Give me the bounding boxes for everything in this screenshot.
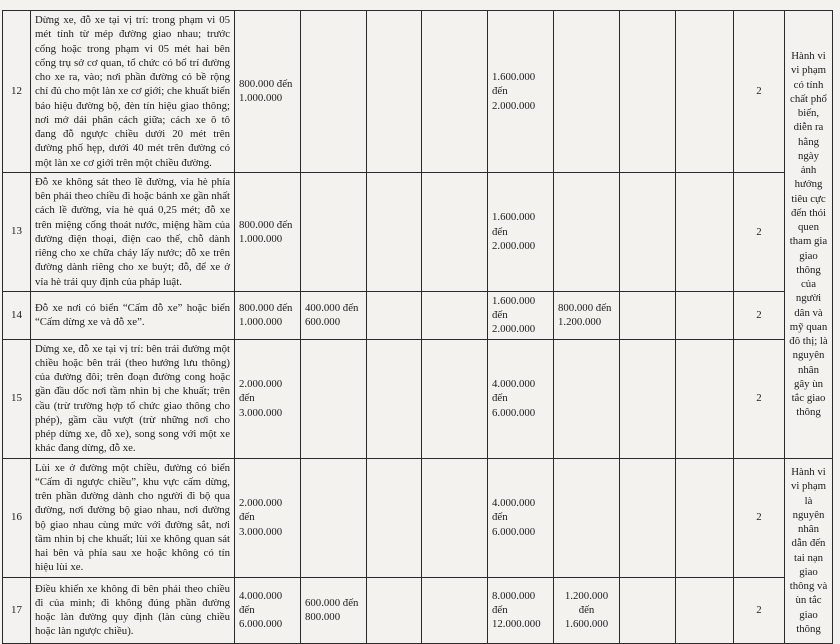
penalty-table bbox=[2, 10, 833, 644]
fine-amount: 2.000.000 đến 3.000.000 bbox=[235, 339, 301, 458]
violation-description: Đỗ xe không sát theo lề đường, vỉa hè phía bên phải theo chiều đi hoặc bánh xe gần nhất cách lề đường, vỉa hè quá 0,25 mét; đỗ xe trên miệng cống thoát nước, miệng hầm của đường điện thoại, điện cao thế, chỗ dành riêng cho xe chữa cháy lấy nước; đỗ xe trên đường dành riêng cho xe buýt; đỗ, để xe ở vỉa hè trái quy định của pháp luật. bbox=[31, 172, 235, 291]
empty-cell bbox=[676, 11, 734, 173]
table-row bbox=[3, 172, 833, 291]
empty-cell bbox=[367, 339, 422, 458]
empty-cell bbox=[367, 458, 422, 577]
penalty-points: 2 bbox=[734, 291, 785, 339]
empty-cell bbox=[367, 11, 422, 173]
fine-amount: 8.000.000 đến 12.000.000 bbox=[488, 577, 554, 643]
penalty-points: 2 bbox=[734, 458, 785, 577]
fine-amount: 1.200.000 đến 1.600.000 bbox=[554, 577, 620, 643]
violation-description: Điều khiển xe không đi bên phải theo chiều đi của mình; đi không đúng phần đường hoặc làn đường quy định (làn cùng chiều hoặc làn ngược chiều). bbox=[31, 577, 235, 643]
row-number: 12 bbox=[3, 11, 31, 173]
empty-cell bbox=[676, 458, 734, 577]
empty-cell bbox=[367, 577, 422, 643]
penalty-points: 2 bbox=[734, 172, 785, 291]
empty-cell bbox=[422, 577, 488, 643]
empty-cell bbox=[422, 339, 488, 458]
fine-amount bbox=[301, 172, 367, 291]
penalty-points: 2 bbox=[734, 339, 785, 458]
fine-amount bbox=[301, 11, 367, 173]
penalty-points: 2 bbox=[734, 11, 785, 173]
table-row bbox=[3, 577, 833, 643]
fine-amount: 4.000.000 đến 6.000.000 bbox=[488, 458, 554, 577]
fine-amount bbox=[554, 11, 620, 173]
empty-cell bbox=[422, 11, 488, 173]
group-note: Hành vi vi phạm là nguyên nhân dẫn đến tai nạn giao thông và ùn tắc giao thông bbox=[785, 458, 833, 643]
fine-amount: 1.600.000 đến 2.000.000 bbox=[488, 172, 554, 291]
empty-cell bbox=[422, 291, 488, 339]
penalty-points: 2 bbox=[734, 577, 785, 643]
fine-amount: 2.000.000 đến 3.000.000 bbox=[235, 458, 301, 577]
fine-amount: 4.000.000 đến 6.000.000 bbox=[488, 339, 554, 458]
violation-description: Dừng xe, đỗ xe tại vị trí: trong phạm vi 05 mét tính từ mép đường giao nhau; trước cổng hoặc trong phạm vi 05 mét hai bên cổng trụ sở cơ quan, tổ chức có bố trí đường cho xe ra, vào; nơi phần đường có bề rộng chỉ đủ cho một làn xe cơ giới; che khuất biển báo hiệu đường bộ, đèn tín hiệu giao thông; nơi mở dải phân cách giữa; cách xe ô tô đang đỗ ngược chiều dưới 20 mét trên đường phố hẹp, dưới 40 mét trên đường có một làn xe cơ giới trên một chiều đường. bbox=[31, 11, 235, 173]
empty-cell bbox=[367, 291, 422, 339]
fine-amount bbox=[554, 339, 620, 458]
fine-amount: 800.000 đến 1.000.000 bbox=[235, 291, 301, 339]
table-row bbox=[3, 291, 833, 339]
fine-amount bbox=[301, 458, 367, 577]
table-row bbox=[3, 458, 833, 577]
row-number: 13 bbox=[3, 172, 31, 291]
empty-cell bbox=[676, 339, 734, 458]
empty-cell bbox=[620, 577, 676, 643]
table-row bbox=[3, 11, 833, 173]
row-number: 14 bbox=[3, 291, 31, 339]
empty-cell bbox=[620, 291, 676, 339]
empty-cell bbox=[676, 172, 734, 291]
violation-description: Đỗ xe nơi có biển “Cấm đỗ xe” hoặc biển “Cấm dừng xe và đỗ xe”. bbox=[31, 291, 235, 339]
fine-amount: 600.000 đến 800.000 bbox=[301, 577, 367, 643]
fine-amount: 1.600.000 đến 2.000.000 bbox=[488, 11, 554, 173]
row-number: 15 bbox=[3, 339, 31, 458]
fine-amount: 400.000 đến 600.000 bbox=[301, 291, 367, 339]
empty-cell bbox=[367, 172, 422, 291]
empty-cell bbox=[620, 172, 676, 291]
fine-amount: 800.000 đến 1.000.000 bbox=[235, 172, 301, 291]
empty-cell bbox=[422, 458, 488, 577]
fine-amount bbox=[301, 339, 367, 458]
violation-description: Lùi xe ở đường một chiều, đường có biển “Cấm đi ngược chiều”, khu vực cấm dừng, trên phần đường dành cho người đi bộ qua đường, nơi đường bộ giao nhau, nơi đường bộ giao nhau cùng mức với đường sắt, nơi tầm nhìn bị che khuất; lùi xe không quan sát hai bên và phía sau xe hoặc không có tín hiệu lùi xe. bbox=[31, 458, 235, 577]
fine-amount: 800.000 đến 1.000.000 bbox=[235, 11, 301, 173]
violation-description: Dừng xe, đỗ xe tại vị trí: bên trái đường một chiều hoặc bên trái (theo hướng lưu thông) của đường đôi; trên đoạn đường cong hoặc gần đầu dốc nơi tầm nhìn bị che khuất; trên cầu (trừ trường hợp tổ chức giao thông cho phép), gầm cầu vượt (trừ những nơi cho phép dừng xe, đỗ xe), song song với một xe khác đang dừng, đỗ xe. bbox=[31, 339, 235, 458]
empty-cell bbox=[620, 339, 676, 458]
empty-cell bbox=[620, 11, 676, 173]
fine-amount: 1.600.000 đến 2.000.000 bbox=[488, 291, 554, 339]
empty-cell bbox=[422, 172, 488, 291]
row-number: 17 bbox=[3, 577, 31, 643]
empty-cell bbox=[676, 577, 734, 643]
empty-cell bbox=[620, 458, 676, 577]
fine-amount bbox=[554, 172, 620, 291]
fine-amount: 800.000 đến 1.200.000 bbox=[554, 291, 620, 339]
fine-amount bbox=[554, 458, 620, 577]
empty-cell bbox=[676, 291, 734, 339]
table-row bbox=[3, 339, 833, 458]
fine-amount: 4.000.000 đến 6.000.000 bbox=[235, 577, 301, 643]
row-number: 16 bbox=[3, 458, 31, 577]
group-note: Hành vi vi phạm có tính chất phổ biến, diễn ra hằng ngày ảnh hưởng tiêu cực đến thói quen tham gia giao thông của người dân và mỹ quan đô thị; là nguyên nhân gây ùn tắc giao thông bbox=[785, 11, 833, 459]
